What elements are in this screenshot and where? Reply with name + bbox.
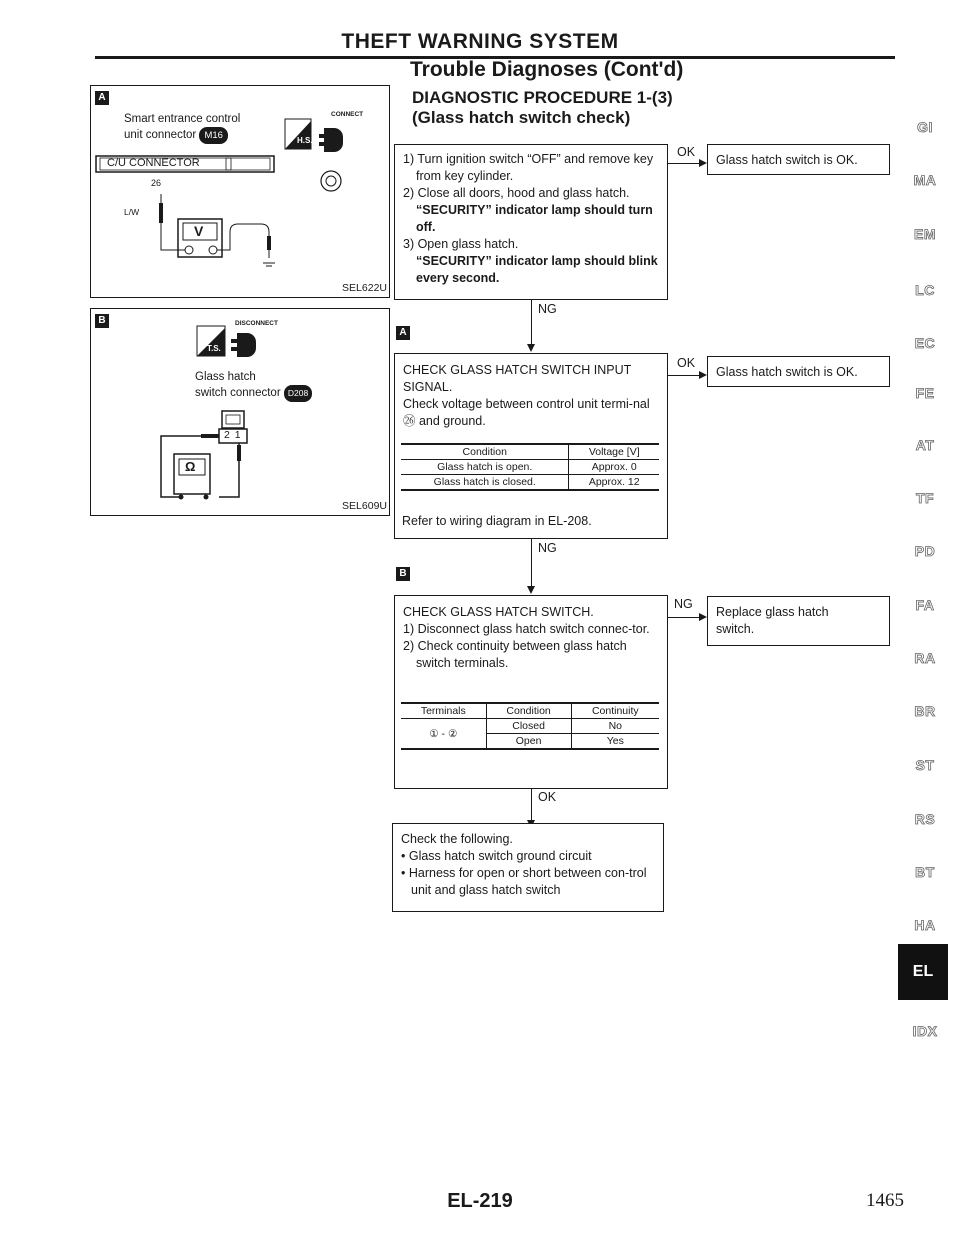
side-tab-ma[interactable]: MA	[913, 172, 937, 188]
side-tab-pd[interactable]: PD	[914, 543, 936, 559]
page-code: EL-219	[447, 1190, 513, 1212]
step1-ok-result: Glass hatch switch is OK.	[707, 144, 890, 175]
meter-symbol: V	[194, 223, 204, 239]
step1-ok-arrow	[699, 159, 707, 167]
side-tab-tf[interactable]: TF	[915, 490, 935, 506]
figure-a-connect-label: CONNECT	[331, 111, 364, 118]
step3-ng-line	[668, 617, 700, 618]
procedure-title-line2: (Glass hatch switch check)	[412, 108, 631, 127]
side-tab-gi[interactable]: GI	[917, 119, 933, 135]
side-tab-el-active[interactable]: EL	[898, 944, 948, 1000]
step2-title: CHECK GLASS HATCH SWITCH INPUT SIGNAL.	[403, 363, 632, 394]
step4-item: • Harness for open or short between con-trol unit and glass hatch switch	[401, 866, 647, 897]
figure-a-badge: A	[95, 91, 109, 105]
table-cell: Closed	[486, 719, 571, 734]
step1-ng-line	[531, 300, 532, 345]
step3-ng-label: NG	[674, 597, 693, 611]
step2-ok-label: OK	[677, 356, 696, 370]
figure-a-label-line1: Smart entrance control	[124, 113, 241, 125]
step3-ng-result	[707, 596, 890, 646]
step1-ok-line	[668, 163, 700, 164]
table-cell: No	[571, 719, 659, 734]
figure-b-badge: B	[95, 314, 109, 328]
side-tab-lc[interactable]: LC	[915, 282, 935, 298]
side-tab-rs[interactable]: RS	[914, 811, 936, 827]
connector-id-oval: M16	[199, 127, 227, 144]
figure-b-label-line2: switch connector D208	[195, 385, 312, 402]
wire-label: L/W	[124, 207, 140, 217]
cu-connector-label: C/U CONNECTOR	[107, 157, 200, 169]
table-cell: Yes	[571, 734, 659, 750]
table-header: Condition	[486, 703, 571, 719]
step3-badge: B	[396, 567, 410, 581]
figure-b-disconnect-label: DISCONNECT	[235, 320, 278, 327]
step1-item: “SECURITY” indicator lamp should blink every second.	[416, 254, 658, 285]
figure-a-label-line2: unit connector M16	[124, 127, 240, 144]
side-tab-idx[interactable]: IDX	[912, 1023, 938, 1039]
step2-ok-result: Glass hatch switch is OK.	[707, 356, 890, 387]
figure-b-panel	[90, 308, 390, 516]
connect-icon	[324, 128, 343, 152]
step4-title: Check the following.	[401, 832, 513, 846]
section-title: THEFT WARNING SYSTEM	[341, 30, 619, 53]
step2-refer: Refer to wiring diagram in EL-208.	[402, 514, 592, 528]
step1-item: 1) Turn ignition switch “OFF” and remove key from key cylinder.	[403, 152, 654, 183]
step1-item: “SECURITY” indicator lamp should turn off.	[416, 203, 653, 234]
step2-ok-arrow	[699, 371, 707, 379]
table-header: Continuity	[571, 703, 659, 719]
step1-box	[394, 144, 668, 300]
step2-badge: A	[396, 326, 410, 340]
step3-ok-line	[531, 789, 532, 821]
ts-label: T.S.	[207, 344, 221, 353]
step3-ng-arrow	[699, 613, 707, 621]
side-tab-fa[interactable]: FA	[915, 597, 935, 613]
step3-title: CHECK GLASS HATCH SWITCH.	[403, 605, 594, 619]
side-tab-bt[interactable]: BT	[915, 864, 935, 880]
table-header: Voltage [V]	[569, 444, 659, 460]
disconnect-icon	[237, 333, 256, 357]
step1-ng-label: NG	[538, 302, 557, 316]
page-subtitle: Trouble Diagnoses (Cont'd)	[410, 58, 684, 81]
step1-item: 3) Open glass hatch.	[403, 237, 519, 251]
step2-ng-arrow	[527, 586, 535, 594]
side-tab-ha[interactable]: HA	[914, 917, 936, 933]
continuity-table	[401, 702, 659, 750]
side-tab-ec[interactable]: EC	[914, 335, 936, 351]
figure-b-label	[195, 370, 312, 402]
side-tab-fe[interactable]: FE	[915, 385, 935, 401]
figure-b-diagram	[91, 309, 391, 517]
voltage-table	[401, 443, 659, 491]
side-tab-br[interactable]: BR	[914, 703, 936, 719]
hs-label: H.S.	[297, 136, 313, 145]
step3-list	[403, 621, 659, 672]
terminal-numbers: 2 1	[224, 429, 242, 441]
figure-a-diagram	[91, 86, 391, 299]
step3-item: 1) Disconnect glass hatch switch connec-tor.	[403, 622, 650, 636]
figure-a-code: SEL622U	[342, 282, 387, 294]
table-header: Terminals	[401, 703, 486, 719]
side-tab-at[interactable]: AT	[915, 437, 935, 453]
ohm-symbol: Ω	[185, 459, 196, 474]
step1-ng-arrow	[527, 344, 535, 352]
figure-b-label-line1: Glass hatch	[195, 371, 256, 383]
step2-ng-line	[531, 539, 532, 587]
step1-item: 2) Close all doors, hood and glass hatch.	[403, 186, 630, 200]
step4-item: • Glass hatch switch ground circuit	[401, 849, 592, 863]
figure-a-panel	[90, 85, 390, 298]
side-tab-em[interactable]: EM	[914, 226, 936, 242]
table-cell: Open	[486, 734, 571, 750]
page-number: 1465	[866, 1190, 904, 1211]
step2-text: Check voltage between control unit termi-nal ㉖ and ground.	[403, 397, 650, 428]
table-cell: Glass hatch is closed.	[401, 475, 569, 491]
table-header: Condition	[401, 444, 569, 460]
step2-ng-label: NG	[538, 541, 557, 555]
procedure-title-line1: DIAGNOSTIC PROCEDURE 1-(3)	[412, 88, 673, 107]
step3-item: 2) Check continuity between glass hatch switch terminals.	[403, 639, 627, 670]
key-icon	[321, 171, 341, 191]
table-cell: Approx. 12	[569, 475, 659, 491]
switch-connector	[222, 411, 244, 428]
figure-b-code: SEL609U	[342, 500, 387, 512]
table-cell: Glass hatch is open.	[401, 460, 569, 475]
switch-connector-id-oval: D208	[284, 385, 312, 402]
step1-ok-label: OK	[677, 145, 696, 159]
procedure-title	[412, 88, 673, 128]
table-cell: ① - ②	[401, 719, 486, 750]
step2-ok-line	[668, 375, 700, 376]
step3-ng-result-text: Replace glass hatch switch.	[716, 605, 829, 636]
terminal-label: 26	[151, 178, 162, 188]
step4-box	[392, 823, 664, 912]
side-tab-st[interactable]: ST	[915, 757, 935, 773]
step3-box	[394, 595, 668, 789]
table-cell: Approx. 0	[569, 460, 659, 475]
side-tab-ra[interactable]: RA	[914, 650, 936, 666]
step3-ok-label: OK	[538, 790, 557, 804]
step1-list	[403, 151, 659, 287]
